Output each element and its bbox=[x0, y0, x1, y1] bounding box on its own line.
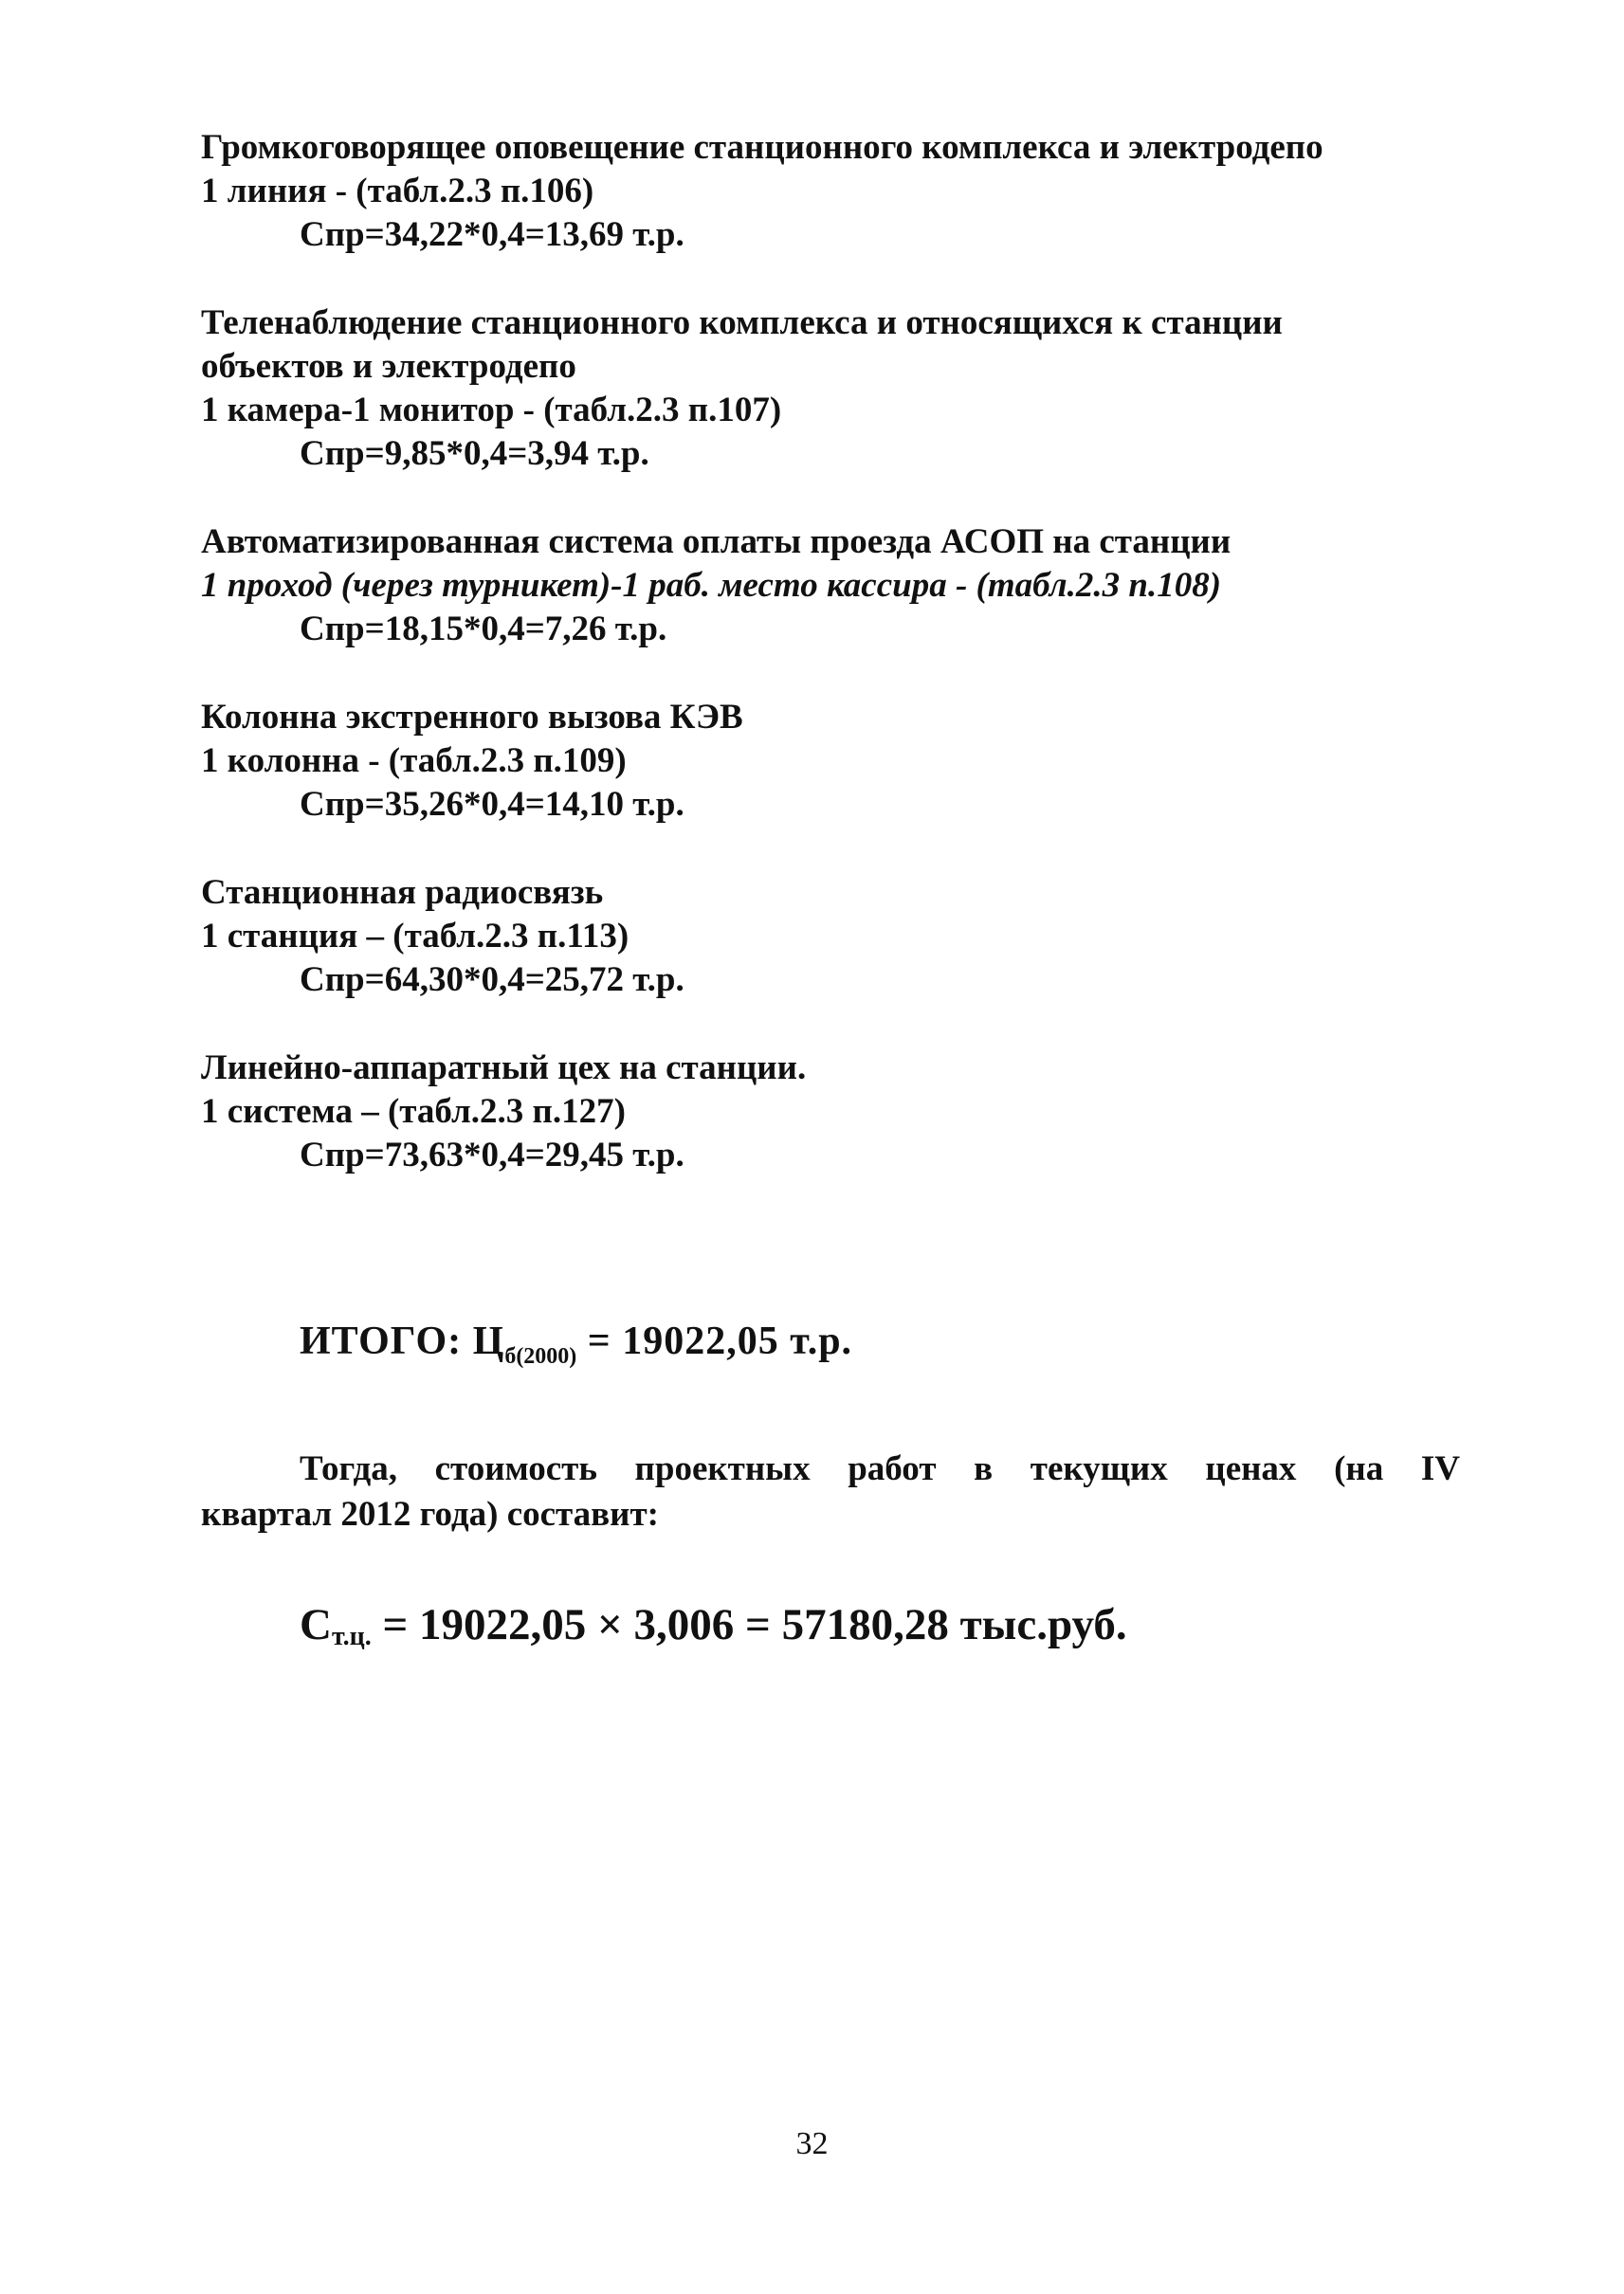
section-1-spec: 1 линия - (табл.2.3 п.106) bbox=[201, 172, 594, 210]
section-5-calc: Спр=64,30*0,4=25,72 т.р. bbox=[300, 960, 684, 999]
section-3-calc: Спр=18,15*0,4=7,26 т.р. bbox=[300, 610, 667, 648]
section-1-title: Громкоговорящее оповещение станционного комплекса и электродепо bbox=[201, 128, 1323, 167]
total-value: = 19022,05 т.р. bbox=[576, 1320, 853, 1363]
section-3-title: Автоматизированная система оплаты проезда АСОП на станции bbox=[201, 522, 1232, 561]
section-6-title: Линейно-аппаратный цех на станции. bbox=[201, 1048, 807, 1087]
total-line bbox=[300, 1315, 852, 1383]
section-2-title-line-1: Теленаблюдение станционного комплекса и относящихся к станции bbox=[201, 303, 1283, 342]
section-4-title: Колонна экстренного вызова КЭВ bbox=[201, 698, 743, 737]
total-subscript: б(2000) bbox=[504, 1344, 577, 1369]
section-6-calc: Спр=73,63*0,4=29,45 т.р. bbox=[300, 1136, 684, 1174]
formula-subscript: т.ц. bbox=[331, 1622, 372, 1651]
section-3-spec: 1 проход (через турникет)-1 раб. место кассира - (табл.2.3 п.108) bbox=[201, 566, 1222, 605]
section-5-title: Станционная радиосвязь bbox=[201, 873, 604, 912]
section-2-calc: Спр=9,85*0,4=3,94 т.р. bbox=[300, 434, 649, 473]
paragraph-line-2: квартал 2012 года) составит: bbox=[201, 1495, 659, 1534]
cost-formula bbox=[300, 1596, 1127, 1666]
section-5-spec: 1 станция – (табл.2.3 п.113) bbox=[201, 917, 630, 956]
section-4-spec: 1 колонна - (табл.2.3 п.109) bbox=[201, 741, 627, 780]
section-6-spec: 1 система – (табл.2.3 п.127) bbox=[201, 1092, 626, 1131]
page-number: 32 bbox=[795, 2126, 829, 2161]
section-4-calc: Спр=35,26*0,4=14,10 т.р. bbox=[300, 785, 684, 824]
paragraph-line-1: Тогда, стоимость проектных работ в текущих ценах (на IV bbox=[300, 1449, 1460, 1488]
section-1-calc: Спр=34,22*0,4=13,69 т.р. bbox=[300, 215, 684, 254]
section-2-title-line-2: объектов и электродепо bbox=[201, 347, 576, 386]
formula-symbol: С bbox=[300, 1600, 332, 1649]
total-label: ИТОГО: Ц bbox=[300, 1320, 505, 1363]
formula-expression: = 19022,05 × 3,006 = 57180,28 тыс.руб. bbox=[371, 1600, 1127, 1649]
section-2-spec: 1 камера-1 монитор - (табл.2.3 п.107) bbox=[201, 391, 782, 429]
